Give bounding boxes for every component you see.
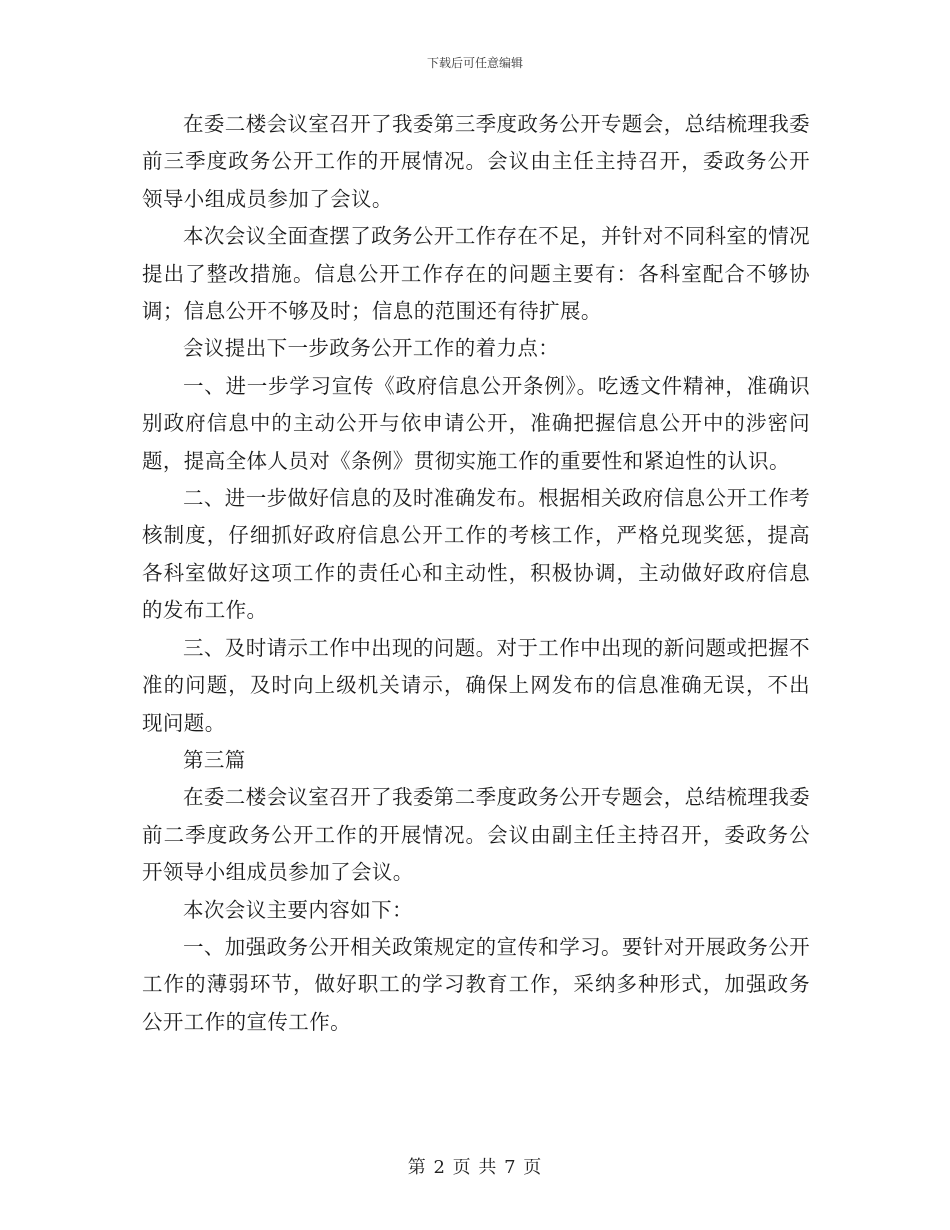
paragraph: 三、及时请示工作中出现的问题。对于工作中出现的新问题或把握不准的问题，及时向上级机关请示，确保上网发布的信息准确无误，不出现问题。 [142,635,810,735]
section-heading: 第三篇 [183,747,246,772]
page-header: 下载后可任意编辑 [426,56,523,70]
document-body [142,106,810,1041]
paragraph: 在委二楼会议室召开了我委第二季度政务公开专题会，总结梳理我委前二季度政务公开工作的开展情况。会议由副主任主持召开，委政务公开领导小组成员参加了会议。 [142,785,810,885]
paragraph: 在委二楼会议室召开了我委第三季度政务公开专题会，总结梳理我委前三季度政务公开工作的开展情况。会议由主任主持召开，委政务公开领导小组成员参加了会议。 [142,112,810,211]
paragraph: 本次会议主要内容如下： [183,897,413,922]
paragraph: 一、加强政务公开相关政策规定的宣传和学习。要针对开展政务公开工作的薄弱环节，做好职工的学习教育工作，采纳多种形式，加强政务公开工作的宣传工作。 [142,934,810,1034]
paragraph: 本次会议全面查摆了政务公开工作存在不足，并针对不同科室的情况提出了整改措施。信息公开工作存在的问题主要有：各科室配合不够协调；信息公开不够及时；信息的范围还有待扩展。 [142,224,810,324]
paragraph: 会议提出下一步政务公开工作的着力点： [183,336,560,361]
paragraph: 一、进一步学习宣传《政府信息公开条例》。吃透文件精神，准确识别政府信息中的主动公开与依申请公开，准确把握信息公开中的涉密问题，提高全体人员对《条例》贯彻实施工作的重要性和紧迫性的认识。 [142,373,810,473]
page-number: 第 2 页 共 7 页 [407,1157,543,1178]
paragraph: 二、进一步做好信息的及时准确发布。根据相关政府信息公开工作考核制度，仔细抓好政府信息公开工作的考核工作，严格兑现奖惩，提高各科室做好这项工作的责任心和主动性，积极协调，主动做好政府信息的发布工作。 [142,486,810,623]
